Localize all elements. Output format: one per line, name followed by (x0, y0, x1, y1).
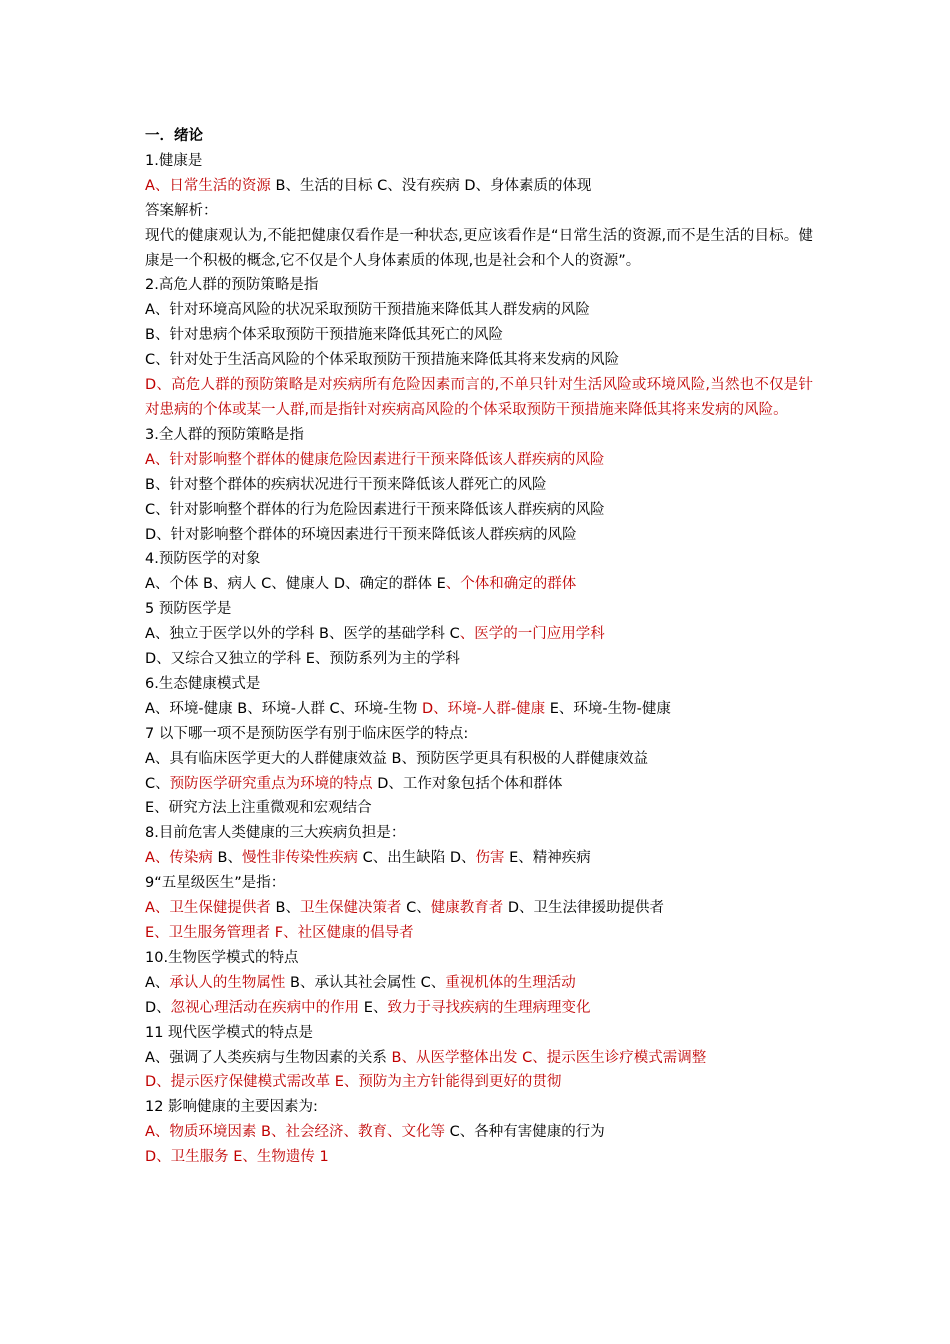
answer-text: 重视机体的生理活动 (445, 974, 576, 991)
answer-text: 忽视心理活动在疾病中的作用 (170, 999, 360, 1016)
text-line (145, 996, 813, 1021)
line-text: 3.全人群的预防策略是指 (145, 426, 304, 443)
line-text: D、工作对象包括个体和群体 (372, 775, 563, 792)
text-line (145, 273, 813, 298)
answer-text: A、传染病 (145, 850, 213, 867)
text-line (145, 174, 813, 199)
answer-text: B、从医学整体出发 C、提示医生诊疗模式需调整 (391, 1049, 707, 1066)
line-text: 1.健康是 (145, 152, 203, 169)
text-line (145, 1046, 813, 1071)
text-line (145, 1120, 813, 1145)
line-text: 5 预防医学是 (145, 601, 232, 618)
line-text: E、环境-生物-健康 (545, 700, 671, 717)
text-line (145, 647, 813, 672)
line-text: B、针对患病个体采取预防干预措施来降低其死亡的风险 (145, 327, 503, 344)
text-line (145, 1070, 813, 1095)
text-line (145, 572, 813, 597)
answer-text: 健康教育者 (430, 900, 504, 917)
line-text: A、环境-健康 B、环境-人群 C、环境-生物 (145, 700, 423, 717)
line-text: D、卫生法律援助提供者 (503, 900, 664, 917)
section-heading: 一．绪论 (145, 128, 203, 144)
line-text: A、个体 B、病人 C、健康人 D、确定的群体 E (145, 576, 446, 593)
text-line (145, 199, 813, 224)
answer-text: A、针对影响整个群体的健康危险因素进行干预来降低该人群疾病的风险 (145, 451, 605, 468)
answer-text: 预防医学研究重点为环境的特点 (169, 775, 373, 792)
text-line (145, 1145, 813, 1170)
text-line (145, 473, 813, 498)
text-line (145, 672, 813, 697)
text-line (145, 1095, 813, 1120)
line-text: C、针对处于生活高风险的个体采取预防干预措施来降低其将来发病的风险 (145, 352, 620, 369)
text-line (145, 796, 813, 821)
text-line (145, 423, 813, 448)
line-text: B、 (212, 850, 242, 867)
line-text: D、又综合又独立的学科 E、预防系列为主的学科 (145, 651, 460, 668)
line-text: 6.生态健康模式是 (145, 675, 261, 692)
text-line (145, 224, 813, 274)
line-text: 9“五星级医生”是指： (145, 875, 286, 892)
answer-text: D、高危人群的预防策略是对疾病所有危险因素而言的,不单只针对生活风险或环境风险,当然也不仅是针对患病的个体或某一人群,而是指针对疾病高风险的个体采取预防干预措施来降低其将来发病的风险。 (145, 377, 813, 418)
answer-text: A、日常生活的资源 (145, 177, 271, 194)
text-line (145, 149, 813, 174)
answer-text: 慢性非传染性疾病 (241, 850, 358, 867)
line-text: 7 以下哪一项不是预防医学有别于临床医学的特点: (145, 725, 469, 742)
line-text: A、 (145, 974, 170, 991)
line-text: C、 (145, 775, 170, 792)
line-text: 2.高危人群的预防策略是指 (145, 277, 319, 294)
answer-text: E、卫生服务管理者 F、社区健康的倡导者 (145, 925, 414, 941)
line-text: A、具有临床医学更大的人群健康效益 B、预防医学更具有积极的人群健康效益 (145, 750, 648, 767)
text-line (145, 821, 813, 846)
line-text: B、承认其社会属性 C、 (285, 974, 446, 991)
text-line (145, 747, 813, 772)
line-text: B、针对整个群体的疾病状况进行干预来降低该人群死亡的风险 (145, 476, 547, 493)
line-text: A、针对环境高风险的状况采取预防干预措施来降低其人群发病的风险 (145, 302, 590, 319)
line-text: D、针对影响整个群体的环境因素进行干预来降低该人群疾病的风险 (145, 526, 577, 543)
text-line (145, 846, 813, 871)
question-list (145, 149, 813, 1170)
text-line (145, 373, 813, 423)
text-line (145, 498, 813, 523)
text-line (145, 547, 813, 572)
text-line (145, 348, 813, 373)
text-line (145, 1021, 813, 1046)
line-text: B、 (270, 900, 300, 917)
answer-text: D、提示医疗保健模式需改革 E、预防为主方针能得到更好的贯彻 (145, 1074, 562, 1091)
text-line (145, 921, 813, 946)
line-text: 答案解析： (145, 202, 218, 219)
answer-text: 承认人的生物属性 (169, 974, 286, 991)
answer-text: A、卫生保健提供者 (145, 900, 271, 917)
text-line (145, 622, 813, 647)
document-body (145, 124, 813, 1170)
answer-text: 、个体和确定的群体 (445, 576, 577, 593)
line-text: C、 (401, 900, 431, 917)
line-text: 11 现代医学模式的特点是 (145, 1024, 314, 1041)
line-text: C、各种有害健康的行为 (444, 1124, 605, 1141)
line-text: 8.目前危害人类健康的三大疾病负担是： (145, 825, 406, 842)
text-line (145, 946, 813, 971)
answer-text: D、卫生服务 E、生物遗传 1 (145, 1149, 329, 1166)
text-line (145, 323, 813, 348)
text-line (145, 697, 813, 722)
text-line (145, 298, 813, 323)
answer-text: 、医学的一门应用学科 (459, 626, 605, 643)
line-text: A、强调了人类疾病与生物因素的关系 (145, 1049, 392, 1066)
line-text: C、针对影响整个群体的行为危险因素进行干预来降低该人群疾病的风险 (145, 501, 605, 518)
text-line (145, 971, 813, 996)
line-text: E、 (359, 999, 388, 1016)
text-line (145, 871, 813, 896)
line-text: D、 (145, 999, 171, 1016)
text-line (145, 896, 813, 921)
answer-text: A、物质环境因素 B、社会经济、教育、文化等 (145, 1124, 445, 1141)
line-text: E、精神疾病 (504, 850, 591, 867)
line-text: C、出生缺陷 D、 (357, 850, 476, 867)
line-text: 10.生物医学模式的特点 (145, 949, 299, 966)
text-line (145, 772, 813, 797)
answer-text: 伤害 (475, 850, 505, 867)
text-line (145, 597, 813, 622)
text-line (145, 523, 813, 548)
line-text: 现代的健康观认为,不能把健康仅看作是一种状态,更应该看作是“日常生活的资源,而不是生活的目标。健康是一个积极的概念,它不仅是个人身体素质的体现,也是社会和个人的资源”。 (145, 227, 813, 269)
answer-text: 卫生保健决策者 (299, 900, 402, 917)
answer-text: D、环境-人群-健康 (422, 700, 546, 717)
line-text: A、独立于医学以外的学科 B、医学的基础学科 C (145, 626, 460, 643)
line-text: 12 影响健康的主要因素为: (145, 1099, 318, 1116)
line-text: 4.预防医学的对象 (145, 551, 261, 568)
answer-text: 致力于寻找疾病的生理病理变化 (387, 999, 591, 1016)
text-line (145, 448, 813, 473)
text-line (145, 722, 813, 747)
line-text: E、研究方法上注重微观和宏观结合 (145, 800, 372, 817)
line-text: B、生活的目标 C、没有疾病 D、身体素质的体现 (270, 177, 592, 194)
